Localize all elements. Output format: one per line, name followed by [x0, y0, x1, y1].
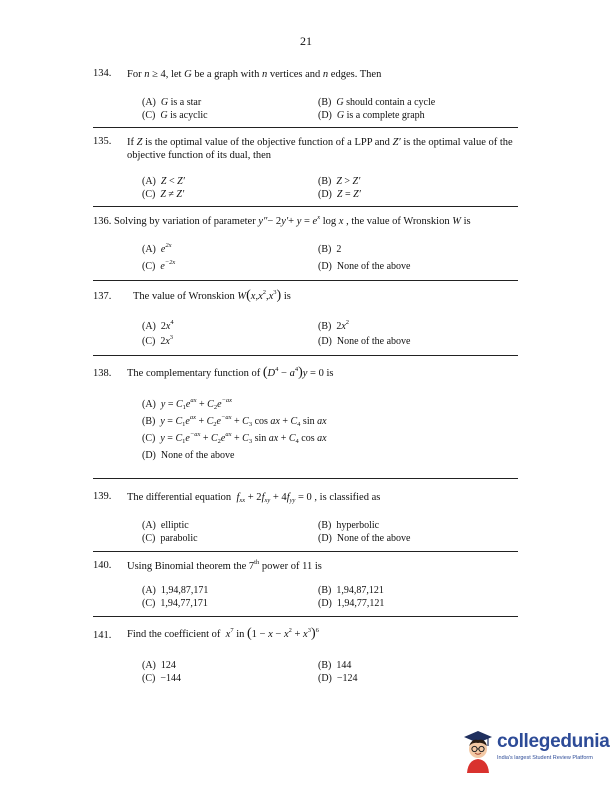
option-b: (B) $y = C_1e^{ax} + C_2e^{-ax} + C_3$ cos ax + $C_4$ sin ax	[142, 414, 327, 428]
question-text: Using Binomial theorem the 7th power of 11 is	[127, 559, 322, 572]
question-text: The complementary function of $(D^4 - a^4)y = 0$ is	[127, 365, 334, 380]
student-mascot-icon	[460, 727, 496, 773]
option-a: (A) 124	[142, 660, 176, 671]
option-a: (A) Z < Z′	[142, 176, 185, 187]
option-c: (C) $y = C_1e^{-ax} + C_2e^{ax} + C_3$ sin ax + $C_4$ cos ax	[142, 431, 327, 445]
question-text: The value of Wronskion $W(x,x^2,x^3)$ is	[133, 288, 291, 303]
option-a: (A) elliptic	[142, 520, 189, 531]
separator-line	[93, 280, 518, 281]
question-text: For n ≥ 4, let G be a graph with n vertices and n edges. Then	[127, 69, 382, 80]
option-a: (A) 1,94,87,171	[142, 585, 209, 596]
option-b: (B) $2x^2$	[318, 319, 350, 332]
question-number: 141.	[93, 630, 112, 641]
option-d: (D) None of the above	[318, 261, 411, 272]
question-number: 134.	[93, 68, 112, 79]
option-d: (D) 1,94,77,121	[318, 598, 385, 609]
separator-line	[93, 616, 518, 617]
option-d: (D) Z = Z′	[318, 189, 361, 200]
logo-wordmark: collegedunia	[497, 731, 610, 752]
option-c: (C) $2x^3$	[142, 334, 174, 347]
separator-line	[93, 478, 518, 479]
option-c: (C) 1,94,77,171	[142, 598, 208, 609]
option-d: (D) None of the above	[318, 336, 411, 347]
option-a: (A) $e^{2x}$	[142, 242, 172, 255]
question-text: Find the coefficient of $x^7$ in $(1 - x - x^2 + x^3)^6$	[127, 626, 319, 641]
option-b: (B) 1,94,87,121	[318, 585, 384, 596]
option-b: (B) 144	[318, 660, 352, 671]
separator-line	[93, 355, 518, 356]
question-text: If Z is the optimal value of the objective function of a LPP and Z′ is the optimal value of the objective function of its dual, then	[127, 137, 513, 161]
option-c: (C) −144	[142, 673, 181, 684]
option-b: (B) Z > Z′	[318, 176, 361, 187]
option-c: (C) Z ≠ Z′	[142, 189, 185, 200]
option-d: (D) −124	[318, 673, 358, 684]
option-b: (B) hyperbolic	[318, 520, 380, 531]
question-number: 140.	[93, 560, 112, 571]
question-text: The differential equation $f_{xx} + 2f_{xy} + 4f_{yy} = 0$ , is classified as	[127, 492, 381, 504]
option-d: (D) G is a complete graph	[318, 110, 425, 121]
option-b: (B) G should contain a cycle	[318, 97, 436, 108]
question-number: 135.	[93, 136, 112, 147]
separator-line	[93, 206, 518, 207]
page-number: 21	[300, 34, 312, 48]
separator-line	[93, 127, 518, 128]
option-a: (A) $y = C_1e^{ax} + C_2e^{-ax}$	[142, 397, 233, 411]
question-number: 139.	[93, 491, 112, 502]
option-c: (C) $e^{-2x}$	[142, 259, 176, 272]
option-c: (C) parabolic	[142, 533, 198, 544]
logo-tagline: India's largest Student Review Platform	[497, 755, 593, 761]
option-c: (C) G is acyclic	[142, 110, 208, 121]
option-d: (D) None of the above	[142, 450, 235, 461]
option-d: (D) None of the above	[318, 533, 411, 544]
option-a: (A) G is a star	[142, 97, 202, 108]
question-text: 136. Solving by variation of parameter $y''- 2y'+ y = e^x$ log x , the value of Wronskion W is	[93, 214, 471, 227]
question-number: 137.	[93, 291, 112, 302]
collegedunia-logo	[460, 727, 610, 777]
question-number: 138.	[93, 368, 112, 379]
option-b: (B) 2	[318, 244, 342, 255]
separator-line	[93, 551, 518, 552]
option-a: (A) $2x^4$	[142, 319, 174, 332]
